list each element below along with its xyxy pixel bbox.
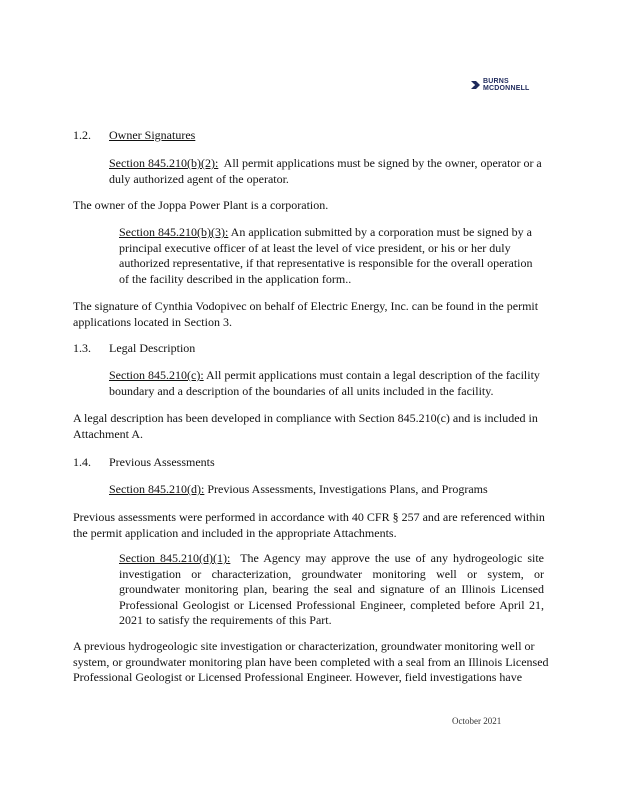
section-1-2-number: 1.2. [73, 128, 91, 142]
regulation-reference: Section 845.210(d): [109, 482, 205, 496]
company-logo [470, 78, 530, 92]
body-paragraph: A legal description has been developed in compliance with Section 845.210(c) and is included in Attachment A. [73, 411, 538, 441]
regulation-reference: Section 845.210(b)(3): [119, 225, 229, 239]
regulation-text: All permit applications must be signed by the owner, operator or a duly authorized agent of the operator. [109, 156, 542, 186]
section-1-3-title: Legal Description [109, 341, 196, 355]
body-paragraph: A previous hydrogeologic site investigation or characterization, groundwater monitoring well or system, or groundwater monitoring plan have been completed with a seal from an Illinois Licensed Professional Geologist or Licensed Professional Engineer. However, field investigations have [73, 639, 549, 684]
section-1-3-number: 1.3. [73, 341, 91, 355]
regulation-reference: Section 845.210(b)(2): [109, 156, 219, 170]
regulation-reference: Section 845.210(d)(1): [119, 551, 231, 565]
body-paragraph: The signature of Cynthia Vodopivec on behalf of Electric Energy, Inc. can be found in the permit applications located in Section 3. [73, 299, 539, 329]
regulation-reference: Section 845.210(c): [109, 368, 204, 382]
body-paragraph: The owner of the Joppa Power Plant is a corporation. [73, 198, 329, 212]
regulation-text: All permit applications must contain a legal description of the facility boundary and a description of the boundaries of all units included in the facility. [109, 368, 540, 398]
logo-mark-icon [470, 79, 481, 91]
regulation-quote [109, 156, 544, 187]
section-1-4-number: 1.4. [73, 455, 91, 469]
body-paragraph: Previous assessments were performed in accordance with 40 CFR § 257 and are referenced within the permit application and included in the appropriate Attachments. [73, 510, 545, 540]
regulation-quote [119, 551, 544, 629]
regulation-quote [109, 368, 549, 399]
regulation-text: An application submitted by a corporation must be signed by a principal executive officer of at least the level of vice president, or his or her duly authorized representative, if that representative is responsible for the overall operation of the facility described in the application form.. [119, 225, 533, 286]
logo-text: BURNS MCDONNELL [483, 78, 530, 92]
regulation-text: Previous Assessments, Investigations Plans, and Programs [207, 482, 488, 496]
regulation-quote [109, 482, 549, 498]
footer-date: October 2021 [452, 716, 502, 726]
regulation-quote [119, 225, 544, 287]
regulation-text: The Agency may approve the use of any hydrogeologic site investigation or characterization, groundwater monitoring well or system, or groundwater monitoring plan, bearing the seal and signature of an Illinois Licensed Professional Geologist or Licensed Professional Engineer, completed before April 21, 2021 to satisfy the requirements of this Part. [119, 551, 544, 627]
section-1-4-title: Previous Assessments [109, 455, 215, 469]
section-1-2-title: Owner Signatures [109, 128, 196, 142]
